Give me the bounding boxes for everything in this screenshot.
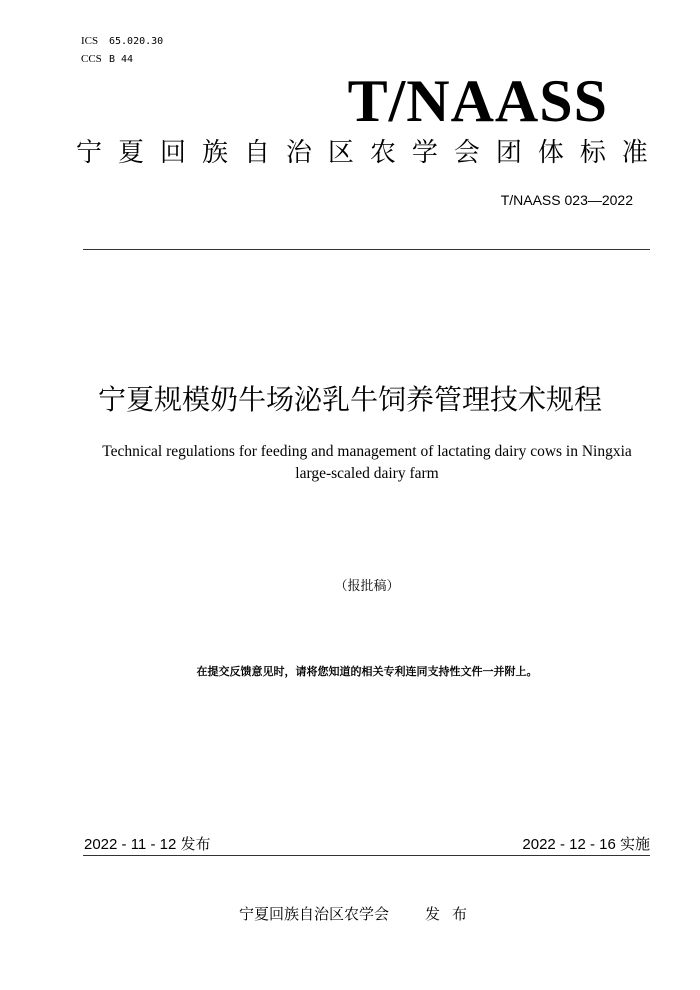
org-standard-title-char: 农 — [369, 138, 396, 168]
org-standard-title-char: 治 — [285, 138, 312, 168]
org-standard-title-char: 族 — [201, 138, 228, 168]
issue-date — [84, 834, 210, 855]
org-standard-title-char: 学 — [411, 138, 438, 168]
standard-number: T/NAASS 023—2022 — [500, 192, 633, 208]
org-standard-title-char: 体 — [537, 138, 564, 168]
org-standard-title-char: 宁 — [76, 138, 103, 168]
document-title-chinese: 宁夏规模奶牛场泌乳牛饲养管理技术规程 — [97, 383, 602, 416]
document-title-english-line-2: large-scaled dairy farm — [295, 465, 439, 482]
ics-label: ICS — [81, 35, 99, 47]
publisher-action: 发布 — [425, 905, 480, 923]
org-standard-title — [76, 136, 648, 170]
org-standard-title-char: 回 — [159, 138, 186, 168]
org-standard-title-char: 自 — [243, 138, 270, 168]
document-title-english-line-1: Technical regulations for feeding and management of lactating dairy cows in Ningxia — [102, 443, 632, 460]
org-standard-title-char: 准 — [621, 138, 648, 168]
org-standard-title-char: 会 — [453, 138, 480, 168]
publisher-organization: 宁夏回族自治区农学会 — [239, 905, 390, 923]
ics-code — [81, 34, 163, 48]
org-standard-title-char: 标 — [579, 138, 606, 168]
footer-divider — [83, 855, 650, 856]
implementation-date-value: 2022 - 12 - 16 — [522, 836, 616, 853]
org-standard-title-char: 团 — [495, 138, 522, 168]
publisher — [239, 903, 479, 925]
org-standard-title-char: 区 — [327, 138, 354, 168]
ccs-code — [81, 52, 133, 66]
ccs-value: B 44 — [109, 54, 134, 65]
draft-status: （报批稿） — [334, 579, 400, 594]
patent-notice: 在提交反馈意见时，请将您知道的相关专利连同支持性文件一并附上。 — [196, 665, 538, 678]
ics-value: 65.020.30 — [109, 36, 164, 47]
ccs-label: CCS — [81, 53, 102, 65]
implementation-date — [522, 834, 650, 855]
issue-date-suffix: 发布 — [180, 835, 211, 853]
brand-mark: T/NAASS — [347, 68, 608, 134]
header-divider — [83, 249, 650, 250]
org-standard-title-char: 夏 — [117, 138, 144, 168]
implementation-date-suffix: 实施 — [619, 835, 650, 853]
issue-date-value: 2022 - 11 - 12 — [84, 836, 177, 853]
